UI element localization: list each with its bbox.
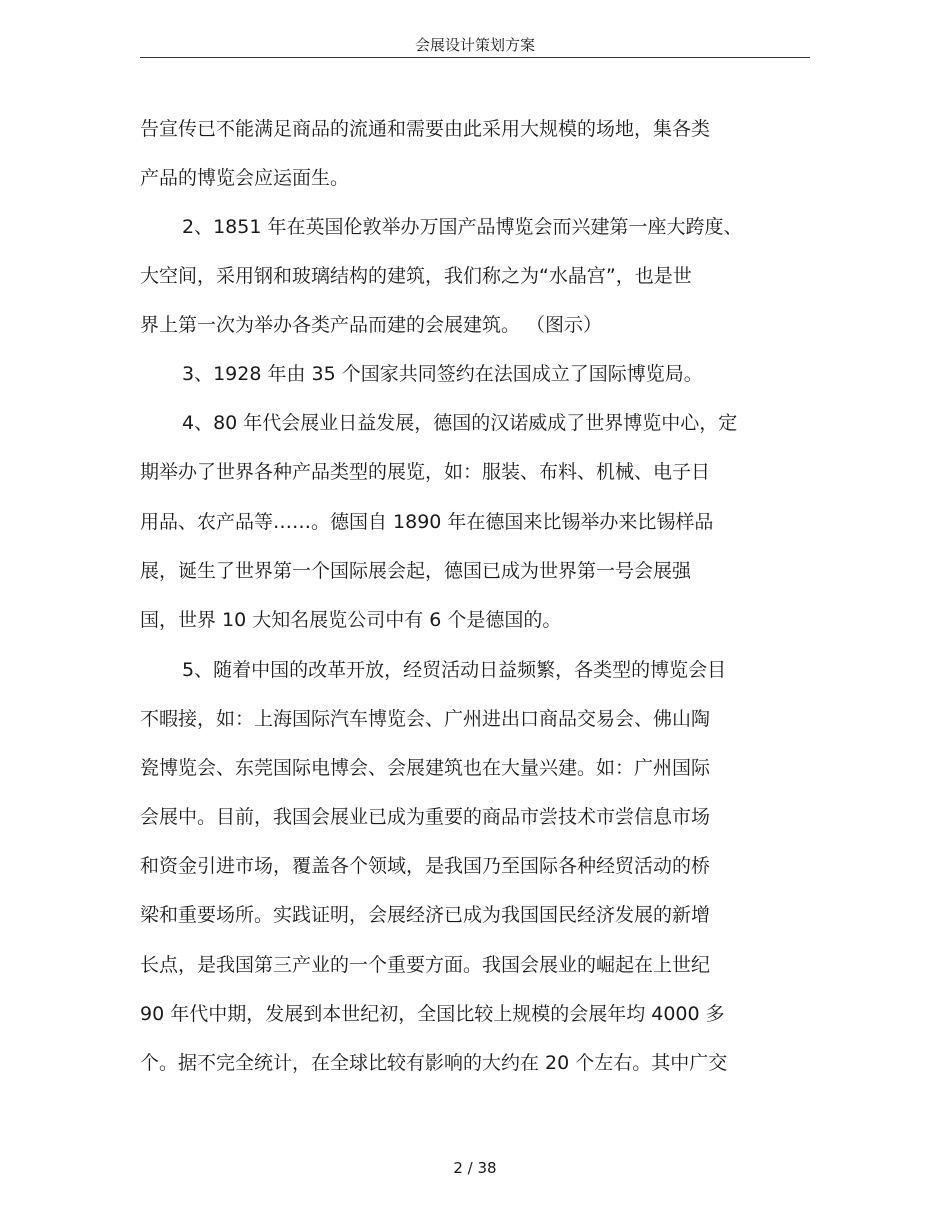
text-line: 会展中。目前，我国会展业已成为重要的商品市尝技术市尝信息市场 bbox=[140, 806, 711, 828]
text-line: 2、1851 年在英国伦敦举办万国产品博览会而兴建第一座大跨度、 bbox=[182, 216, 743, 238]
text-line: 展，诞生了世界第一个国际展会起，德国已成为世界第一号会展强 bbox=[140, 560, 692, 582]
text-line: 瓷博览会、东莞国际电博会、会展建筑也在大量兴建。如：广州国际 bbox=[140, 757, 711, 779]
text-line: 期举办了世界各种产品类型的展览，如：服装、布料、机械、电子日 bbox=[140, 461, 711, 483]
text-line: 和资金引进市场，覆盖各个领域，是我国乃至国际各种经贸活动的桥 bbox=[140, 855, 711, 877]
text-line: 90 年代中期，发展到本世纪初，全国比较上规模的会展年均 4000 多 bbox=[140, 1003, 725, 1025]
text-line: 3、1928 年由 35 个国家共同签约在法国成立了国际博览局。 bbox=[182, 363, 703, 385]
text-line: 5、随着中国的改革开放，经贸活动日益频繁，各类型的博览会目 bbox=[182, 659, 727, 681]
page-header-title: 会展设计策划方案 bbox=[414, 36, 535, 54]
text-line: 梁和重要场所。实践证明，会展经济已成为我国国民经济发展的新增 bbox=[140, 904, 711, 926]
text-line: 告宣传已不能满足商品的流通和需要由此采用大规模的场地，集各类 bbox=[140, 118, 711, 140]
page-number: 2 / 38 bbox=[453, 1159, 497, 1177]
text-line: 4、80 年代会展业日益发展，德国的汉诺威成了世界博览中心，定 bbox=[182, 412, 738, 434]
text-line: 界上第一次为举办各类产品而建的会展建筑。 （图示） bbox=[140, 314, 603, 336]
text-line: 不暇接，如：上海国际汽车博览会、广州进出口商品交易会、佛山陶 bbox=[140, 708, 711, 730]
text-line: 产品的博览会应运面生。 bbox=[140, 167, 350, 189]
text-line: 大空间，采用钢和玻璃结构的建筑，我们称之为“水晶宫”，也是世 bbox=[140, 265, 692, 287]
text-line: 国，世界 10 大知名展览公司中有 6 个是德国的。 bbox=[140, 609, 562, 631]
header-divider bbox=[140, 57, 810, 58]
text-line: 用品、农产品等……。德国自 1890 年在德国来比锡举办来比锡样品 bbox=[140, 511, 714, 533]
text-line: 个。据不完全统计，在全球比较有影响的大约在 20 个左右。其中广交 bbox=[140, 1052, 728, 1074]
text-line: 长点，是我国第三产业的一个重要方面。我国会展业的崛起在上世纪 bbox=[140, 954, 711, 976]
